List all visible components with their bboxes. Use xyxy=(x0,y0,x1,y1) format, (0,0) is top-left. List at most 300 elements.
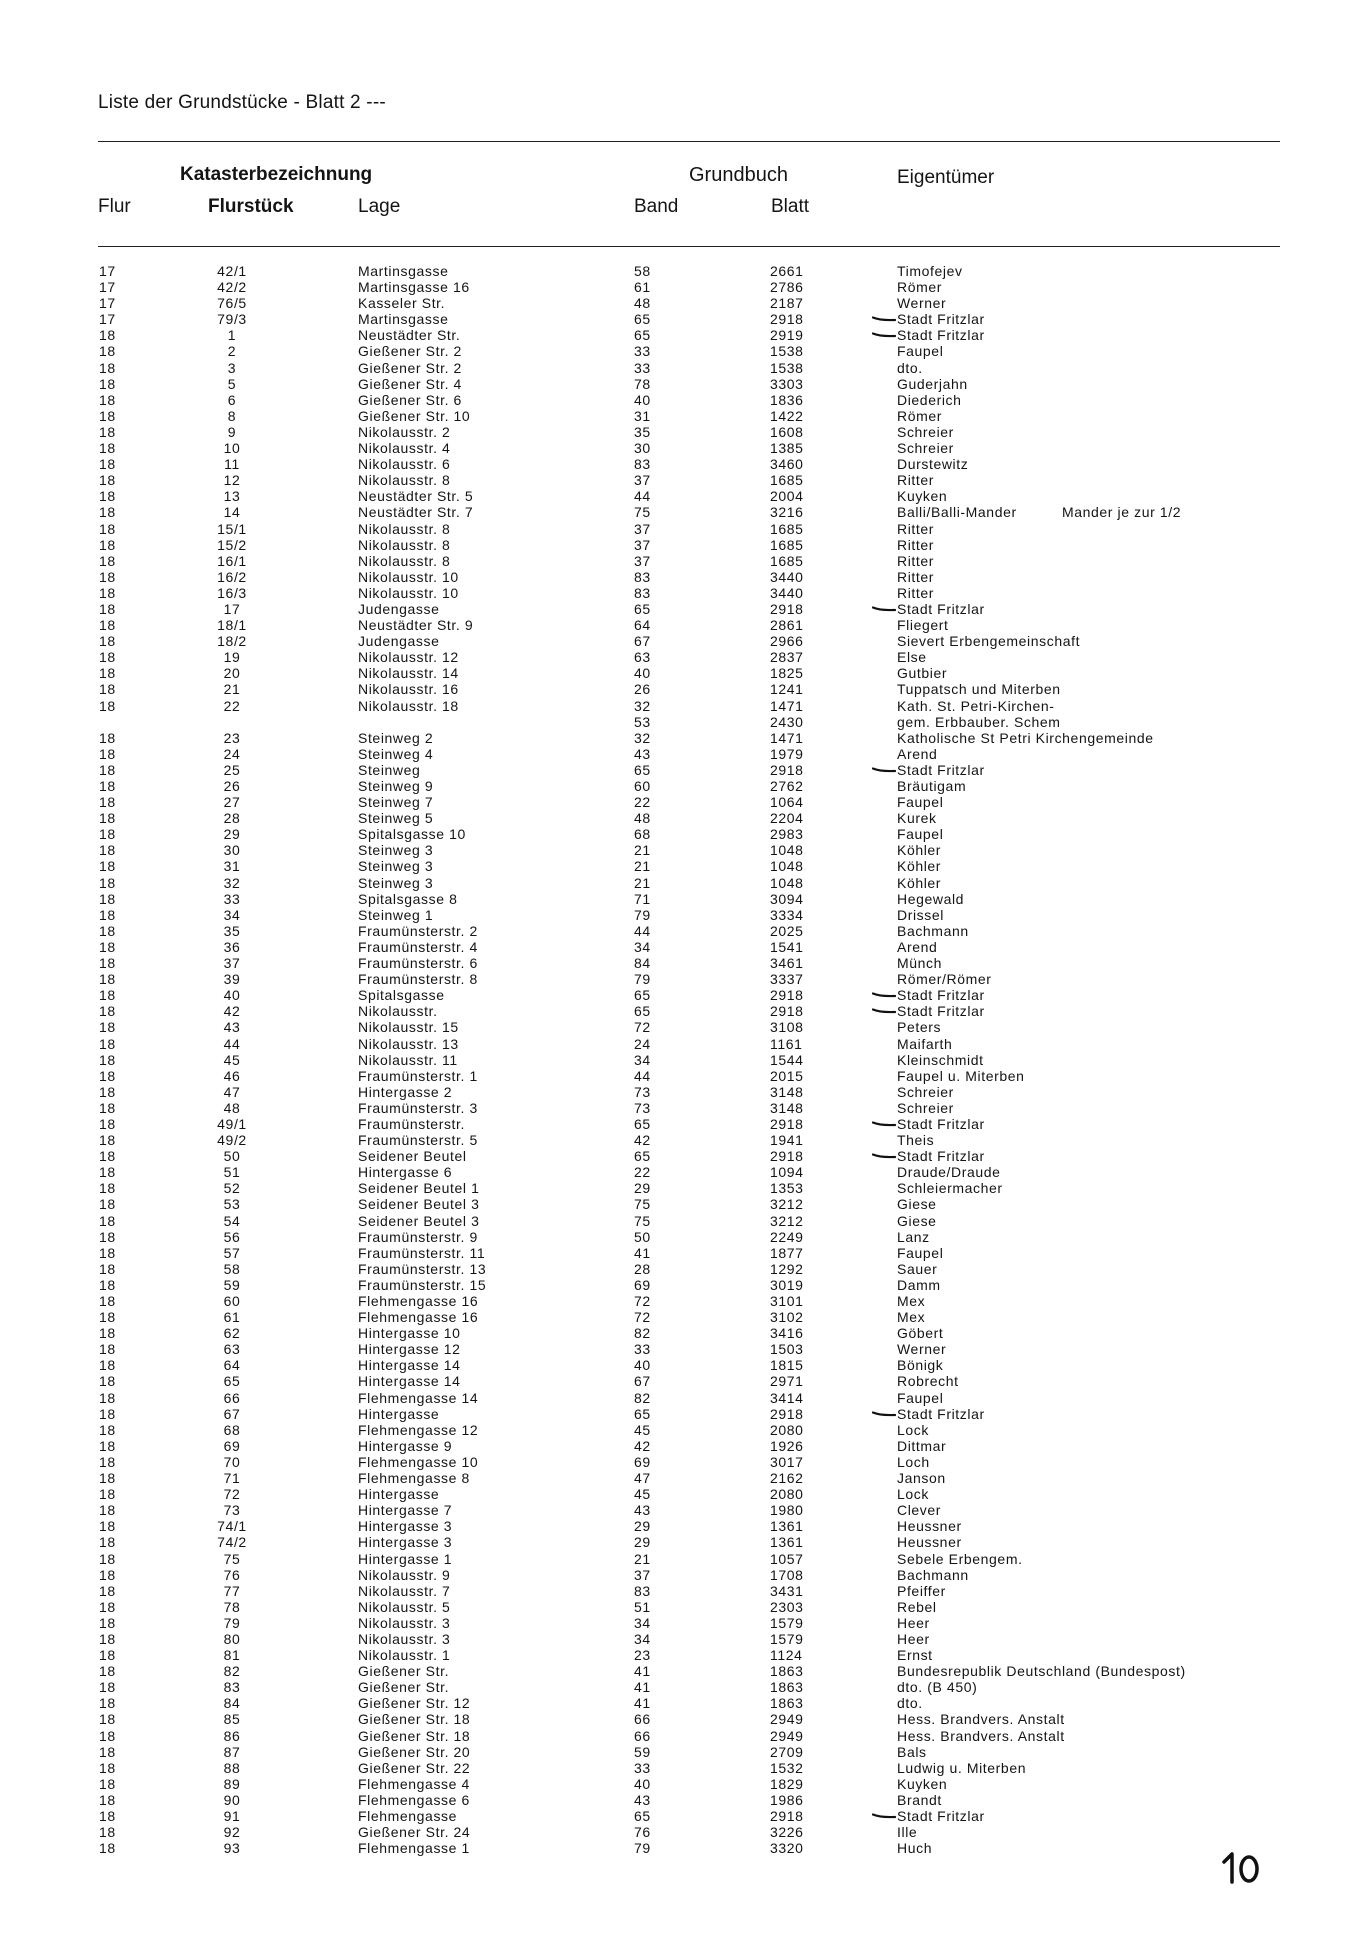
cell-lage: Hintergasse 12 xyxy=(358,1341,461,1358)
header-group-grundbuch: Grundbuch xyxy=(689,164,788,186)
cell-owner: Heer xyxy=(897,1630,930,1647)
cell-owner: Stadt Fritzlar xyxy=(897,1808,985,1824)
cell-blatt: 1986 xyxy=(770,1791,804,1808)
cell-owner: Römer xyxy=(897,279,943,296)
cell-band: 24 xyxy=(634,1035,651,1052)
cell-blatt: 2709 xyxy=(770,1743,804,1760)
cell-flur: 18 xyxy=(99,681,116,698)
cell-band: 65 xyxy=(634,1808,651,1824)
cell-flur: 18 xyxy=(99,327,116,344)
cell-owner: Bräutigam xyxy=(897,778,967,794)
cell-owner: Faupel xyxy=(897,1244,944,1261)
cell-flur: 18 xyxy=(99,1180,116,1197)
cell-flur: 18 xyxy=(99,1502,116,1519)
cell-band: 50 xyxy=(634,1228,651,1245)
cell-owner: Gutbier xyxy=(897,665,948,682)
cell-band: 29 xyxy=(634,1518,651,1535)
cell-lage: Flehmengasse 16 xyxy=(358,1309,479,1326)
table-row xyxy=(0,569,1366,585)
cell-band: 29 xyxy=(634,1180,651,1197)
cell-owner: gem. Erbbauber. Schem xyxy=(897,713,1061,730)
table-row xyxy=(0,649,1366,665)
cell-owner: Diederich xyxy=(897,391,962,408)
cell-band: 67 xyxy=(634,1373,651,1390)
cell-flurstueck: 54 xyxy=(223,1212,241,1229)
cell-flurstueck: 74/2 xyxy=(217,1534,247,1551)
table-row xyxy=(0,778,1366,794)
cell-owner: Ritter xyxy=(897,568,935,585)
cell-flurstueck: 71 xyxy=(223,1470,241,1487)
cell-flurstueck: 65 xyxy=(223,1373,241,1390)
cell-blatt: 1685 xyxy=(770,536,804,553)
table-row xyxy=(0,327,1366,343)
cell-lage: Hintergasse 3 xyxy=(358,1518,453,1535)
cell-band: 40 xyxy=(634,391,651,408)
cell-blatt: 2949 xyxy=(770,1711,804,1728)
cell-flur: 18 xyxy=(99,617,116,634)
cell-blatt: 2949 xyxy=(770,1727,804,1744)
cell-blatt: 2004 xyxy=(770,488,804,505)
cell-owner: Tuppatsch und Miterben xyxy=(897,681,1061,698)
cell-owner: Werner xyxy=(897,295,947,312)
cell-owner: Stadt Fritzlar xyxy=(897,311,985,328)
cell-lage: Flehmengasse 10 xyxy=(358,1453,479,1470)
cell-lage: Seidener Beutel xyxy=(358,1148,467,1165)
cell-lage: Fraumünsterstr. 1 xyxy=(358,1067,478,1084)
cell-owner: Loch xyxy=(897,1453,930,1470)
cell-blatt: 2971 xyxy=(770,1373,804,1390)
cell-band: 43 xyxy=(634,745,651,762)
cell-flur: 18 xyxy=(99,971,116,988)
cell-band: 53 xyxy=(634,713,651,730)
cell-flurstueck: 57 xyxy=(223,1244,241,1261)
cell-flur: 18 xyxy=(99,1630,116,1647)
cell-blatt: 1980 xyxy=(770,1502,804,1519)
cell-band: 72 xyxy=(634,1309,651,1326)
cell-band: 65 xyxy=(634,311,651,328)
cell-lage: Flehmengasse 16 xyxy=(358,1293,479,1309)
cell-flurstueck: 49/2 xyxy=(217,1132,247,1149)
cell-flur: 18 xyxy=(99,1437,116,1454)
cell-flur: 18 xyxy=(99,520,116,537)
cell-owner: Stadt Fritzlar xyxy=(897,761,985,778)
cell-flur: 18 xyxy=(99,1389,116,1406)
cell-flurstueck: 5 xyxy=(227,375,237,392)
cell-flurstueck: 50 xyxy=(223,1148,241,1165)
cell-flur: 18 xyxy=(99,1083,116,1100)
cell-flur: 18 xyxy=(99,1518,116,1535)
cell-owner: Faupel xyxy=(897,794,944,811)
cell-lage: Fraumünsterstr. 3 xyxy=(358,1099,478,1116)
cell-flur: 18 xyxy=(99,810,116,827)
cell-owner: Guderjahn xyxy=(897,375,968,392)
cell-band: 33 xyxy=(634,1341,651,1358)
cell-flurstueck: 59 xyxy=(223,1276,241,1293)
cell-flurstueck: 27 xyxy=(223,794,241,811)
table-row xyxy=(0,1373,1366,1389)
cell-flurstueck: 42 xyxy=(223,1003,241,1020)
cell-flurstueck: 79/3 xyxy=(217,311,247,328)
cell-flurstueck: 47 xyxy=(223,1083,241,1100)
cell-lage: Gießener Str. xyxy=(358,1663,450,1680)
cell-band: 45 xyxy=(634,1486,651,1503)
cell-lage: Nikolausstr. 3 xyxy=(358,1614,451,1631)
cell-owner: Fliegert xyxy=(897,617,949,634)
handwritten-tick-mark xyxy=(872,767,896,773)
cell-blatt: 1863 xyxy=(770,1695,804,1712)
table-row xyxy=(0,1229,1366,1245)
cell-flurstueck: 15/1 xyxy=(217,520,247,537)
cell-flur: 18 xyxy=(99,1164,116,1181)
table-row xyxy=(0,698,1366,714)
cell-flurstueck: 42/2 xyxy=(217,279,247,296)
cell-lage: Seidener Beutel 1 xyxy=(358,1180,480,1197)
cell-lage: Nikolausstr. 14 xyxy=(358,665,459,682)
cell-flur: 18 xyxy=(99,1212,116,1229)
cell-flur: 18 xyxy=(99,1824,116,1841)
cell-band: 48 xyxy=(634,295,651,312)
table-row xyxy=(0,424,1366,440)
table-row xyxy=(0,1518,1366,1534)
cell-lage: Gießener Str. 6 xyxy=(358,391,462,408)
cell-owner: Stadt Fritzlar xyxy=(897,1148,985,1165)
cell-flurstueck: 2 xyxy=(227,343,237,360)
header-bottom-rule xyxy=(98,246,1280,247)
cell-lage: Flehmengasse 4 xyxy=(358,1775,470,1792)
cell-blatt: 3303 xyxy=(770,375,804,392)
cell-lage: Hintergasse 9 xyxy=(358,1437,453,1454)
cell-flur: 17 xyxy=(99,311,116,328)
table-row xyxy=(0,1679,1366,1695)
cell-flurstueck: 18/2 xyxy=(217,633,247,650)
cell-owner: Münch xyxy=(897,955,943,972)
cell-flurstueck: 8 xyxy=(227,407,237,424)
cell-flurstueck: 44 xyxy=(223,1035,241,1052)
cell-band: 41 xyxy=(634,1679,651,1696)
cell-band: 44 xyxy=(634,488,651,505)
table-row xyxy=(0,1776,1366,1792)
cell-lage: Flehmengasse 14 xyxy=(358,1389,479,1406)
cell-lage: Neustädter Str. 9 xyxy=(358,617,474,634)
cell-band: 44 xyxy=(634,1067,651,1084)
cell-blatt: 3101 xyxy=(770,1293,804,1309)
cell-band: 58 xyxy=(634,263,651,279)
cell-lage: Nikolausstr. xyxy=(358,1003,438,1020)
cell-owner: Giese xyxy=(897,1196,937,1213)
table-row xyxy=(0,1341,1366,1357)
cell-owner: Drissel xyxy=(897,906,944,923)
cell-band: 83 xyxy=(634,1582,651,1599)
cell-band: 37 xyxy=(634,1566,651,1583)
cell-blatt: 1538 xyxy=(770,343,804,360)
table-row xyxy=(0,360,1366,376)
cell-band: 22 xyxy=(634,794,651,811)
cell-blatt: 3320 xyxy=(770,1840,804,1857)
table-row xyxy=(0,1164,1366,1180)
cell-lage: Gießener Str. 2 xyxy=(358,343,462,360)
cell-flur: 18 xyxy=(99,1148,116,1165)
cell-band: 59 xyxy=(634,1743,651,1760)
cell-owner: Schreier xyxy=(897,440,954,457)
cell-owner: Heussner xyxy=(897,1534,962,1551)
cell-owner: Sebele Erbengem. xyxy=(897,1550,1023,1567)
cell-flurstueck: 40 xyxy=(223,987,241,1004)
cell-blatt: 3148 xyxy=(770,1099,804,1116)
cell-flurstueck: 9 xyxy=(227,423,237,440)
cell-blatt: 1541 xyxy=(770,938,804,955)
cell-flur: 18 xyxy=(99,1453,116,1470)
cell-blatt: 3148 xyxy=(770,1083,804,1100)
cell-flurstueck: 12 xyxy=(223,472,241,489)
cell-blatt: 2015 xyxy=(770,1067,804,1084)
cell-blatt: 1094 xyxy=(770,1164,804,1181)
cell-band: 72 xyxy=(634,1293,651,1309)
cell-blatt: 2861 xyxy=(770,617,804,634)
cell-lage: Fraumünsterstr. 5 xyxy=(358,1132,478,1149)
cell-flurstueck: 14 xyxy=(223,504,241,521)
cell-flurstueck: 87 xyxy=(223,1743,241,1760)
table-row xyxy=(0,746,1366,762)
cell-flurstueck: 72 xyxy=(223,1486,241,1503)
cell-flur: 18 xyxy=(99,1260,116,1277)
cell-flurstueck: 84 xyxy=(223,1695,241,1712)
cell-band: 75 xyxy=(634,1212,651,1229)
cell-lage: Nikolausstr. 12 xyxy=(358,649,459,666)
cell-lage: Hintergasse xyxy=(358,1486,440,1503)
cell-band: 83 xyxy=(634,568,651,585)
cell-blatt: 1471 xyxy=(770,697,804,714)
table-row xyxy=(0,488,1366,504)
cell-band: 26 xyxy=(634,681,651,698)
cell-band: 21 xyxy=(634,1550,651,1567)
cell-flur: 18 xyxy=(99,1695,116,1712)
cell-owner: Rebel xyxy=(897,1598,937,1615)
table-row xyxy=(0,1036,1366,1052)
cell-flur: 18 xyxy=(99,568,116,585)
cell-flurstueck: 56 xyxy=(223,1228,241,1245)
cell-lage: Fraumünsterstr. 9 xyxy=(358,1228,478,1245)
cell-flurstueck: 26 xyxy=(223,778,241,794)
cell-flur: 18 xyxy=(99,1486,116,1503)
cell-lage: Steinweg 7 xyxy=(358,794,434,811)
cell-lage: Steinweg 2 xyxy=(358,729,434,746)
cell-lage: Steinweg 3 xyxy=(358,842,434,859)
cell-flurstueck: 76/5 xyxy=(217,295,247,312)
cell-lage: Kasseler Str. xyxy=(358,295,446,312)
table-row xyxy=(0,875,1366,891)
cell-owner: Faupel u. Miterben xyxy=(897,1067,1025,1084)
cell-lage: Steinweg 1 xyxy=(358,906,434,923)
cell-blatt: 2661 xyxy=(770,263,804,279)
cell-owner: dto. (B 450) xyxy=(897,1679,978,1696)
cell-flurstueck: 45 xyxy=(223,1051,241,1068)
cell-flur: 18 xyxy=(99,906,116,923)
cell-flurstueck: 64 xyxy=(223,1357,241,1374)
cell-lage: Nikolausstr. 8 xyxy=(358,552,451,569)
cell-blatt: 2786 xyxy=(770,279,804,296)
cell-band: 65 xyxy=(634,1003,651,1020)
table-row xyxy=(0,1309,1366,1325)
cell-band: 82 xyxy=(634,1389,651,1406)
cell-flurstueck: 32 xyxy=(223,874,241,891)
cell-band: 34 xyxy=(634,938,651,955)
cell-flurstueck: 10 xyxy=(223,440,241,457)
cell-owner: Werner xyxy=(897,1341,947,1358)
cell-flurstueck: 85 xyxy=(223,1711,241,1728)
cell-band: 21 xyxy=(634,858,651,875)
cell-band: 32 xyxy=(634,697,651,714)
cell-owner: Lock xyxy=(897,1421,929,1438)
cell-owner: Durstewitz xyxy=(897,456,969,473)
cell-owner: Schreier xyxy=(897,1083,954,1100)
cell-flur: 18 xyxy=(99,343,116,360)
cell-flurstueck: 29 xyxy=(223,826,241,843)
table-row xyxy=(0,504,1366,520)
cell-owner: Huch xyxy=(897,1840,933,1857)
cell-band: 41 xyxy=(634,1695,651,1712)
cell-owner: Schleiermacher xyxy=(897,1180,1003,1197)
handwritten-tick-mark xyxy=(872,1411,896,1417)
table-row xyxy=(0,1180,1366,1196)
handwritten-tick-mark xyxy=(872,1121,896,1127)
cell-flur: 18 xyxy=(99,1550,116,1567)
cell-owner: Janson xyxy=(897,1470,946,1487)
cell-owner: Stadt Fritzlar xyxy=(897,1003,985,1020)
cell-lage: Fraumünsterstr. 11 xyxy=(358,1244,486,1261)
cell-blatt: 1685 xyxy=(770,520,804,537)
table-row xyxy=(0,1615,1366,1631)
cell-blatt: 1471 xyxy=(770,729,804,746)
table-row xyxy=(0,1325,1366,1341)
cell-lage: Spitalsgasse 8 xyxy=(358,890,458,907)
cell-owner: Damm xyxy=(897,1276,941,1293)
cell-lage: Gießener Str. 18 xyxy=(358,1711,471,1728)
cell-owner: Bundesrepublik Deutschland (Bundespost) xyxy=(897,1663,1186,1680)
cell-lage: Gießener Str. 10 xyxy=(358,407,471,424)
cell-blatt: 2837 xyxy=(770,649,804,666)
cell-owner: Theis xyxy=(897,1132,935,1149)
cell-flurstueck: 83 xyxy=(223,1679,241,1696)
cell-flurstueck: 46 xyxy=(223,1067,241,1084)
cell-lage: Neustädter Str. 5 xyxy=(358,488,474,505)
cell-lage: Nikolausstr. 13 xyxy=(358,1035,459,1052)
cell-band: 65 xyxy=(634,1405,651,1422)
cell-flur: 18 xyxy=(99,1598,116,1615)
cell-blatt: 3216 xyxy=(770,504,804,521)
table-row xyxy=(0,762,1366,778)
cell-blatt: 3017 xyxy=(770,1453,804,1470)
cell-band: 41 xyxy=(634,1663,651,1680)
cell-flur: 18 xyxy=(99,1727,116,1744)
cell-flur: 18 xyxy=(99,1293,116,1309)
cell-flur: 18 xyxy=(99,1840,116,1857)
cell-blatt: 2918 xyxy=(770,987,804,1004)
cell-flur: 18 xyxy=(99,1663,116,1680)
cell-blatt: 1048 xyxy=(770,874,804,891)
cell-band: 21 xyxy=(634,874,651,891)
table-row xyxy=(0,1196,1366,1212)
cell-lage: Martinsgasse xyxy=(358,311,449,328)
cell-flur: 18 xyxy=(99,922,116,939)
cell-flurstueck: 30 xyxy=(223,842,241,859)
cell-blatt: 1863 xyxy=(770,1679,804,1696)
cell-flur: 18 xyxy=(99,1421,116,1438)
cell-band: 43 xyxy=(634,1791,651,1808)
table-row xyxy=(0,1213,1366,1229)
table-row xyxy=(0,521,1366,537)
table-row xyxy=(0,794,1366,810)
cell-owner: Lanz xyxy=(897,1228,930,1245)
cell-band: 66 xyxy=(634,1711,651,1728)
cell-flur: 18 xyxy=(99,1019,116,1036)
cell-band: 42 xyxy=(634,1437,651,1454)
cell-flur: 18 xyxy=(99,1276,116,1293)
cell-blatt: 1048 xyxy=(770,858,804,875)
cell-band: 35 xyxy=(634,423,651,440)
cell-owner: Hegewald xyxy=(897,890,965,907)
handwritten-tick-mark xyxy=(872,1008,896,1014)
cell-flur: 18 xyxy=(99,745,116,762)
cell-flur: 18 xyxy=(99,1470,116,1487)
cell-blatt: 1815 xyxy=(770,1357,804,1374)
handwritten-tick-mark xyxy=(872,1153,896,1159)
cell-owner: Stadt Fritzlar xyxy=(897,1115,985,1132)
table-row xyxy=(0,681,1366,697)
cell-band: 28 xyxy=(634,1260,651,1277)
cell-flur: 18 xyxy=(99,665,116,682)
table-row xyxy=(0,1116,1366,1132)
table-row xyxy=(0,826,1366,842)
cell-flur: 18 xyxy=(99,359,116,376)
cell-blatt: 1161 xyxy=(770,1035,803,1052)
table-row xyxy=(0,585,1366,601)
cell-lage: Seidener Beutel 3 xyxy=(358,1212,480,1229)
cell-flur: 18 xyxy=(99,584,116,601)
cell-blatt: 1579 xyxy=(770,1614,804,1631)
table-row xyxy=(0,810,1366,826)
cell-flurstueck: 24 xyxy=(223,745,241,762)
cell-flur: 18 xyxy=(99,456,116,473)
cell-band: 33 xyxy=(634,343,651,360)
table-row xyxy=(0,891,1366,907)
cell-flurstueck: 15/2 xyxy=(217,536,247,553)
cell-lage: Nikolausstr. 4 xyxy=(358,440,451,457)
cell-lage: Hintergasse 6 xyxy=(358,1164,453,1181)
cell-blatt: 2919 xyxy=(770,327,804,344)
cell-owner: Faupel xyxy=(897,826,944,843)
cell-flurstueck: 88 xyxy=(223,1759,241,1776)
cell-flurstueck: 18/1 xyxy=(217,617,247,634)
cell-owner: Stadt Fritzlar xyxy=(897,1405,985,1422)
cell-blatt: 1941 xyxy=(770,1132,804,1149)
cell-lage: Flehmengasse 12 xyxy=(358,1421,479,1438)
header-group-kataster: Katasterbezeichnung xyxy=(180,164,373,185)
cell-flurstueck: 16/3 xyxy=(217,584,247,601)
cell-lage: Gießener Str. 22 xyxy=(358,1759,471,1776)
cell-blatt: 1385 xyxy=(770,440,804,457)
cell-lage: Fraumünsterstr. xyxy=(358,1115,466,1132)
cell-lage: Hintergasse 3 xyxy=(358,1534,453,1551)
table-row xyxy=(0,472,1366,488)
cell-flurstueck: 43 xyxy=(223,1019,241,1036)
cell-lage: Martinsgasse 16 xyxy=(358,279,470,296)
cell-flur: 18 xyxy=(99,1373,116,1390)
table-row xyxy=(0,1068,1366,1084)
cell-owner: Clever xyxy=(897,1502,942,1519)
cell-flurstueck: 13 xyxy=(223,488,241,505)
cell-blatt: 1064 xyxy=(770,794,804,811)
cell-flur: 18 xyxy=(99,1566,116,1583)
